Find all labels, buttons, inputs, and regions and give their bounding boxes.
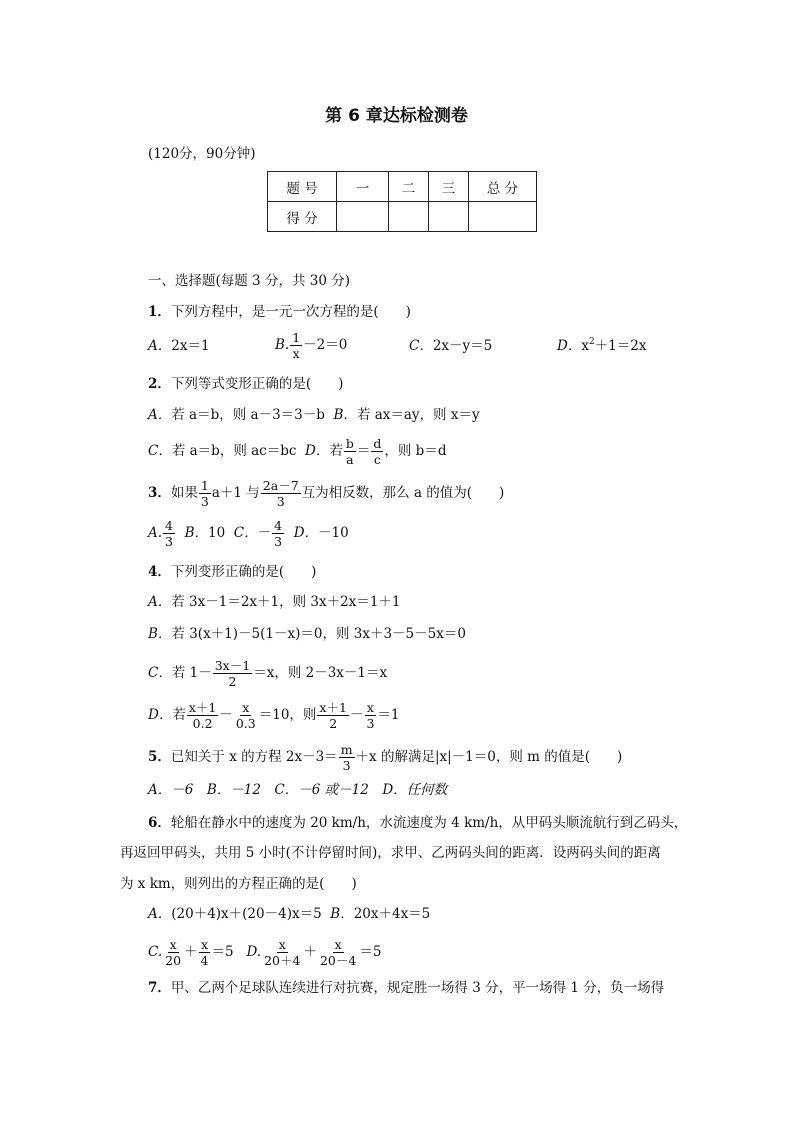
question-7 xyxy=(148,978,664,998)
fraction-denominator: 3 xyxy=(165,534,173,549)
fraction-numerator: d xyxy=(373,436,382,451)
fraction xyxy=(163,518,175,549)
option-label: B. xyxy=(275,337,290,353)
question-number: 6． xyxy=(148,815,171,831)
option-text: ＝ xyxy=(356,443,371,459)
fraction xyxy=(234,700,258,731)
fraction-numerator: x＋1 xyxy=(188,700,217,715)
option-text: 20x＋4x＝5 xyxy=(353,906,431,922)
fraction xyxy=(290,330,302,361)
option-text: ，则 b＝d xyxy=(384,443,447,459)
fraction xyxy=(344,436,356,467)
question-number: 3． xyxy=(148,485,171,501)
option-text: 若 xyxy=(329,443,343,459)
fraction-denominator: 3 xyxy=(342,758,351,773)
option-text: ＋ xyxy=(184,944,198,960)
score-table xyxy=(267,171,537,232)
fraction-denominator: 3 xyxy=(366,716,375,731)
fraction-numerator: x xyxy=(242,700,250,715)
fraction-denominator: 2 xyxy=(329,716,338,731)
question-6 xyxy=(148,813,687,833)
q5-options: A．－6 B．－12 C．－6 或－12 D．任何数 xyxy=(148,782,448,798)
fraction xyxy=(261,478,301,509)
option-text: ＝1 xyxy=(377,707,400,723)
score-header-cell: 总 分 xyxy=(469,172,537,202)
score-cell xyxy=(429,202,469,232)
option-text: ＝5 xyxy=(359,944,382,960)
option-text: －10 xyxy=(318,525,349,541)
option-text: － xyxy=(219,707,233,723)
fraction-denominator: 2 xyxy=(228,674,237,689)
question-stem: 下列等式变形正确的是( ) xyxy=(170,376,344,392)
q1-option-b xyxy=(275,330,347,361)
option-text: 若 3x－1＝2x＋1，则 3x＋2x＝1＋1 xyxy=(171,594,401,610)
option-label: D． xyxy=(557,338,582,354)
q1-option-c xyxy=(409,336,492,356)
exam-meta: (120分，90分钟) xyxy=(148,146,256,162)
option-label: C． xyxy=(233,525,258,541)
fraction-numerator: x xyxy=(334,937,342,952)
fraction xyxy=(163,937,183,968)
score-header-cell: 一 xyxy=(337,172,389,202)
fraction-denominator: x xyxy=(292,346,300,361)
fraction-denominator: 0.2 xyxy=(192,716,213,731)
fraction-numerator: 3x－1 xyxy=(214,658,251,673)
section-heading: 一、选择题(每题 3 分，共 30 分) xyxy=(148,273,350,289)
fraction-denominator: 0.3 xyxy=(235,716,256,731)
fraction-denominator: a xyxy=(346,452,354,467)
option-label: D. xyxy=(246,944,262,960)
fraction xyxy=(187,700,219,731)
fraction xyxy=(371,436,383,467)
fraction xyxy=(318,937,358,968)
option-label: A． xyxy=(148,338,172,354)
fraction xyxy=(317,700,349,731)
fraction xyxy=(199,478,211,509)
question-stem: 下列变形正确的是( ) xyxy=(170,564,317,580)
option-text: ＋1＝2x xyxy=(594,338,647,354)
option-label: B． xyxy=(330,906,354,922)
question-number: 4． xyxy=(148,564,171,580)
option-label: C. xyxy=(148,944,163,960)
fraction-numerator: x xyxy=(169,937,177,952)
score-cell xyxy=(389,202,429,232)
option-text: 若 3(x＋1)－5(1－x)＝0，则 3x＋3－5－5x＝0 xyxy=(171,626,466,642)
fraction-denominator: 20－4 xyxy=(319,953,357,968)
option-label: A. xyxy=(148,525,163,541)
fraction-numerator: 4 xyxy=(165,518,173,533)
fraction-denominator: 3 xyxy=(274,534,283,549)
option-label: A． xyxy=(148,407,172,423)
q6-options-cd xyxy=(148,937,381,968)
option-label: B． xyxy=(184,525,209,541)
fraction-numerator: m xyxy=(340,742,353,757)
option-label: B． xyxy=(333,407,357,423)
question-stem: a＋1 与 xyxy=(211,485,260,501)
score-header-cell: 二 xyxy=(389,172,429,202)
option-label: B． xyxy=(148,626,172,642)
fraction xyxy=(272,518,284,549)
question-number: 5． xyxy=(148,749,171,765)
q3-options xyxy=(148,518,349,549)
option-label: D． xyxy=(305,443,330,459)
option-text: ＋ xyxy=(303,944,317,960)
fraction-denominator: 3 xyxy=(276,494,285,509)
option-label: C． xyxy=(148,443,172,459)
question-5 xyxy=(148,742,622,773)
option-text: 若 1－ xyxy=(171,665,212,681)
score-header-cell: 题 号 xyxy=(268,172,337,202)
fraction xyxy=(199,937,211,968)
question-stem: 下列方程中，是一元一次方程的是( ) xyxy=(170,304,411,320)
fraction-numerator: b xyxy=(345,436,354,451)
option-text: － xyxy=(349,707,364,723)
q4-option-d xyxy=(148,700,399,731)
question-stem: 轮船在静水中的速度为 20 km/h，水流速度为 4 km/h，从甲码头顺流航行到乙码头， xyxy=(170,815,688,831)
fraction-numerator: 4 xyxy=(274,518,283,533)
option-label: D． xyxy=(148,707,173,723)
fraction xyxy=(364,700,376,731)
fraction-numerator: x xyxy=(200,937,209,952)
fraction-numerator: 1 xyxy=(200,478,209,493)
option-text: 10 xyxy=(208,525,226,541)
question-number: 7． xyxy=(148,980,171,996)
fraction-numerator: x＋1 xyxy=(319,700,347,715)
fraction xyxy=(262,937,302,968)
option-text: ＝5 xyxy=(211,944,234,960)
question-stem-line: 为 x km，则列出的方程正确的是( ) xyxy=(120,876,357,892)
fraction-numerator: 1 xyxy=(292,330,301,345)
question-2 xyxy=(148,374,343,394)
question-stem: 如果 xyxy=(170,485,198,501)
fraction xyxy=(339,742,355,773)
option-text: 若 a＝b，则 a－3＝3－b xyxy=(171,407,325,423)
q1-option-d xyxy=(557,336,646,356)
fraction-denominator: c xyxy=(373,452,381,467)
option-text: 若 a＝b，则 ac＝bc xyxy=(171,443,297,459)
q4-option-b xyxy=(148,624,466,644)
option-text: (20＋4)x＋(20－4)x＝5 xyxy=(171,906,322,922)
question-stem: ＋x 的解满足|x|－1＝0，则 m 的值是( ) xyxy=(355,749,623,765)
option-label: D． xyxy=(293,525,319,541)
exponent: 2 xyxy=(588,337,595,347)
question-1 xyxy=(148,302,411,322)
question-4 xyxy=(148,562,316,582)
question-stem-line: 再返回甲码头，共用 5 小时(不计停留时间)，求甲、乙两码头间的距离．设两码头间的距离 xyxy=(120,845,661,861)
question-stem: 已知关于 x 的方程 2x－3＝ xyxy=(170,749,338,765)
fraction-numerator: x xyxy=(366,700,374,715)
option-text: －2＝0 xyxy=(303,337,348,353)
score-table-score-row xyxy=(268,202,537,232)
q6-options-ab xyxy=(148,904,430,924)
question-3 xyxy=(148,478,504,509)
score-cell xyxy=(469,202,537,232)
fraction-denominator: 20 xyxy=(165,953,182,968)
option-label: A． xyxy=(148,594,172,610)
fraction-denominator: 3 xyxy=(200,494,209,509)
question-number: 1． xyxy=(148,304,171,320)
option-label: A． xyxy=(148,906,172,922)
score-row-label: 得 分 xyxy=(268,202,337,232)
option-text: 若 ax＝ay，则 x＝y xyxy=(356,407,480,423)
q4-option-c xyxy=(148,658,387,689)
q4-option-a xyxy=(148,592,401,612)
option-label: C． xyxy=(148,665,172,681)
fraction-denominator: 4 xyxy=(200,953,209,968)
page-title: 第 6 章达标检测卷 xyxy=(325,106,468,126)
question-number: 2． xyxy=(148,376,171,392)
option-text: ＝x，则 2－3x－1＝x xyxy=(253,665,388,681)
fraction-denominator: 20＋4 xyxy=(264,953,301,968)
q1-option-a xyxy=(148,336,210,356)
score-table-header-row xyxy=(268,172,537,202)
option-text: 若 xyxy=(172,707,186,723)
question-stem: 甲、乙两个足球队连续进行对抗赛，规定胜一场得 3 分，平一场得 1 分，负一场得 xyxy=(170,980,665,996)
option-text: x xyxy=(581,338,589,354)
fraction-numerator: 2a－7 xyxy=(262,478,299,493)
option-label: C． xyxy=(409,338,433,354)
q2-options-cd xyxy=(148,436,446,467)
option-text: － xyxy=(257,525,272,541)
score-header-cell: 三 xyxy=(429,172,469,202)
option-text: ＝10，则 xyxy=(258,707,317,723)
q2-options-ab xyxy=(148,405,480,425)
question-stem: 互为相反数，那么 a 的值为( ) xyxy=(301,485,505,501)
option-text: 2x－y＝5 xyxy=(432,338,493,354)
option-text: 2x＝1 xyxy=(171,338,210,354)
fraction xyxy=(213,658,252,689)
fraction-numerator: x xyxy=(278,937,286,952)
score-cell xyxy=(337,202,389,232)
